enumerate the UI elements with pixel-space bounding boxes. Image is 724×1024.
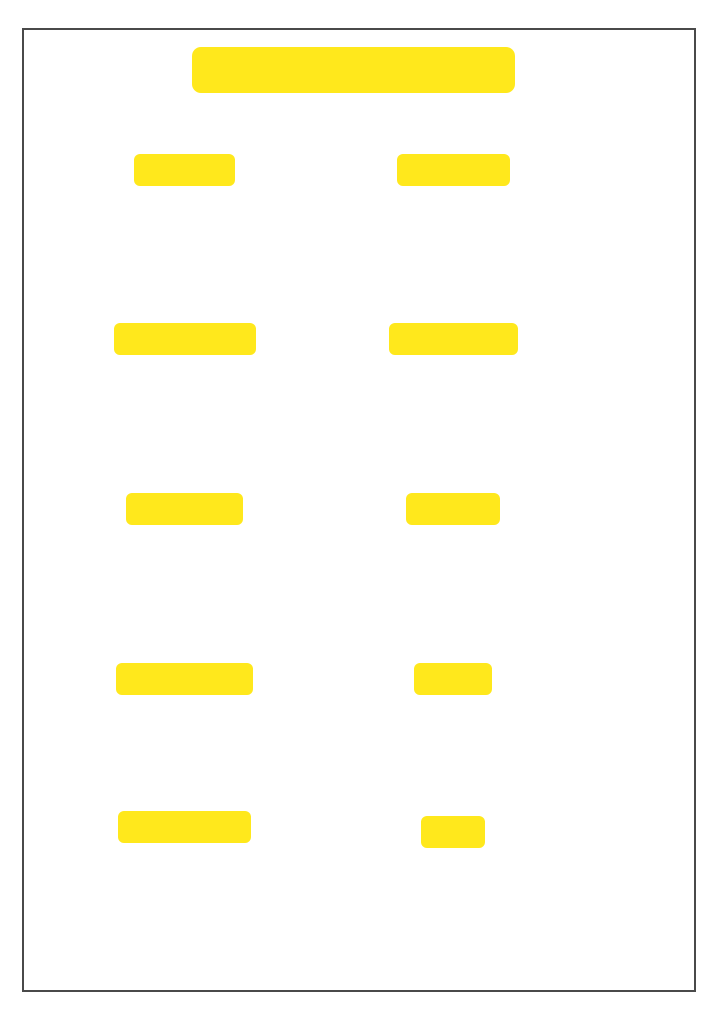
month-heading-march xyxy=(406,493,500,525)
page-title xyxy=(192,47,515,93)
month-heading-november xyxy=(116,663,253,695)
month-heading-february xyxy=(389,323,518,355)
top-triangle-border xyxy=(0,4,724,24)
month-heading-august xyxy=(134,154,235,186)
month-heading-april xyxy=(414,663,492,695)
month-heading-may xyxy=(421,816,485,848)
bottom-triangle-border xyxy=(0,1000,724,1020)
month-heading-october xyxy=(126,493,243,525)
calendar-frame xyxy=(22,28,696,992)
month-heading-september xyxy=(114,323,256,355)
month-heading-december xyxy=(118,811,251,843)
left-triangle-border xyxy=(2,24,22,1000)
right-triangle-border xyxy=(702,24,722,1000)
month-heading-january xyxy=(397,154,510,186)
